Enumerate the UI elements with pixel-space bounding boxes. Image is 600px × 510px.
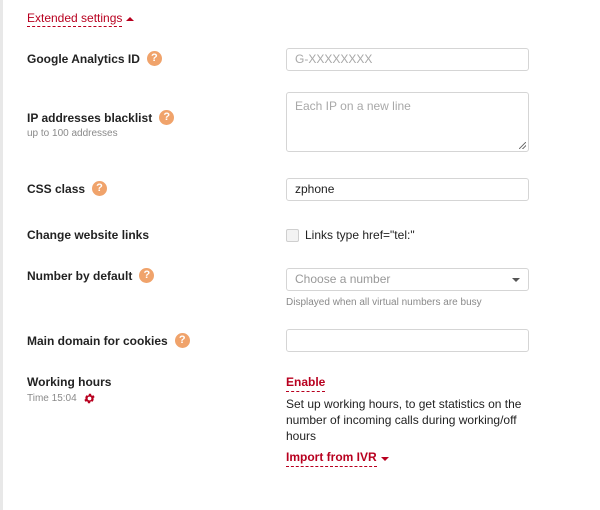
links-type-checkbox[interactable] bbox=[286, 229, 299, 242]
css-class-input[interactable]: zphone bbox=[286, 178, 529, 201]
extended-settings-toggle[interactable] bbox=[27, 11, 134, 27]
working-hours-time-row bbox=[27, 392, 96, 405]
google-analytics-input[interactable] bbox=[286, 48, 529, 71]
enable-working-hours-link[interactable] bbox=[286, 375, 325, 392]
css-class-label: CSS class bbox=[27, 181, 86, 196]
default-number-label-row bbox=[27, 268, 154, 283]
import-label: Import from IVR bbox=[286, 450, 377, 467]
default-number-select[interactable] bbox=[286, 268, 529, 291]
gear-icon[interactable] bbox=[83, 392, 96, 405]
google-analytics-placeholder: G-XXXXXXXX bbox=[295, 52, 373, 66]
resize-grip-icon[interactable] bbox=[519, 142, 526, 149]
chevron-down-icon bbox=[512, 278, 520, 282]
ip-blacklist-label-row bbox=[27, 110, 174, 125]
extended-settings-label: Extended settings bbox=[27, 11, 123, 25]
caret-up-icon bbox=[126, 17, 134, 21]
current-time-text: Time 15:04 bbox=[27, 393, 77, 404]
import-from-ivr-link[interactable] bbox=[286, 450, 389, 467]
default-number-placeholder: Choose a number bbox=[295, 272, 391, 286]
working-hours-description: Set up working hours, to get statistics on the number of incoming calls during working/off hours bbox=[286, 397, 522, 443]
left-border bbox=[0, 0, 3, 510]
ip-blacklist-textarea[interactable] bbox=[286, 92, 529, 152]
enable-label: Enable bbox=[286, 375, 325, 392]
ip-blacklist-sublabel: up to 100 addresses bbox=[27, 128, 118, 139]
ip-blacklist-placeholder: Each IP on a new line bbox=[295, 99, 411, 113]
website-links-label-row bbox=[27, 228, 149, 242]
help-icon[interactable]: ? bbox=[159, 110, 174, 125]
working-hours-label-row bbox=[27, 375, 111, 389]
chevron-down-icon bbox=[381, 457, 389, 461]
google-analytics-label-row bbox=[27, 51, 162, 66]
cookie-domain-input[interactable] bbox=[286, 329, 529, 352]
ip-blacklist-label: IP addresses blacklist bbox=[27, 110, 153, 125]
links-type-checkbox-row[interactable] bbox=[286, 228, 415, 242]
google-analytics-label: Google Analytics ID bbox=[27, 51, 140, 66]
cookie-domain-label-row bbox=[27, 333, 190, 348]
css-class-label-row bbox=[27, 181, 107, 196]
website-links-label: Change website links bbox=[27, 228, 150, 242]
help-icon[interactable]: ? bbox=[92, 181, 107, 196]
working-hours-label: Working hours bbox=[27, 375, 112, 389]
help-icon[interactable]: ? bbox=[175, 333, 190, 348]
default-number-hint: Displayed when all virtual numbers are busy bbox=[286, 297, 482, 308]
cookie-domain-label: Main domain for cookies bbox=[27, 333, 168, 348]
help-icon[interactable]: ? bbox=[147, 51, 162, 66]
default-number-label: Number by default bbox=[27, 268, 133, 283]
links-type-checkbox-label: Links type href="tel:" bbox=[305, 228, 415, 242]
help-icon[interactable]: ? bbox=[139, 268, 154, 283]
